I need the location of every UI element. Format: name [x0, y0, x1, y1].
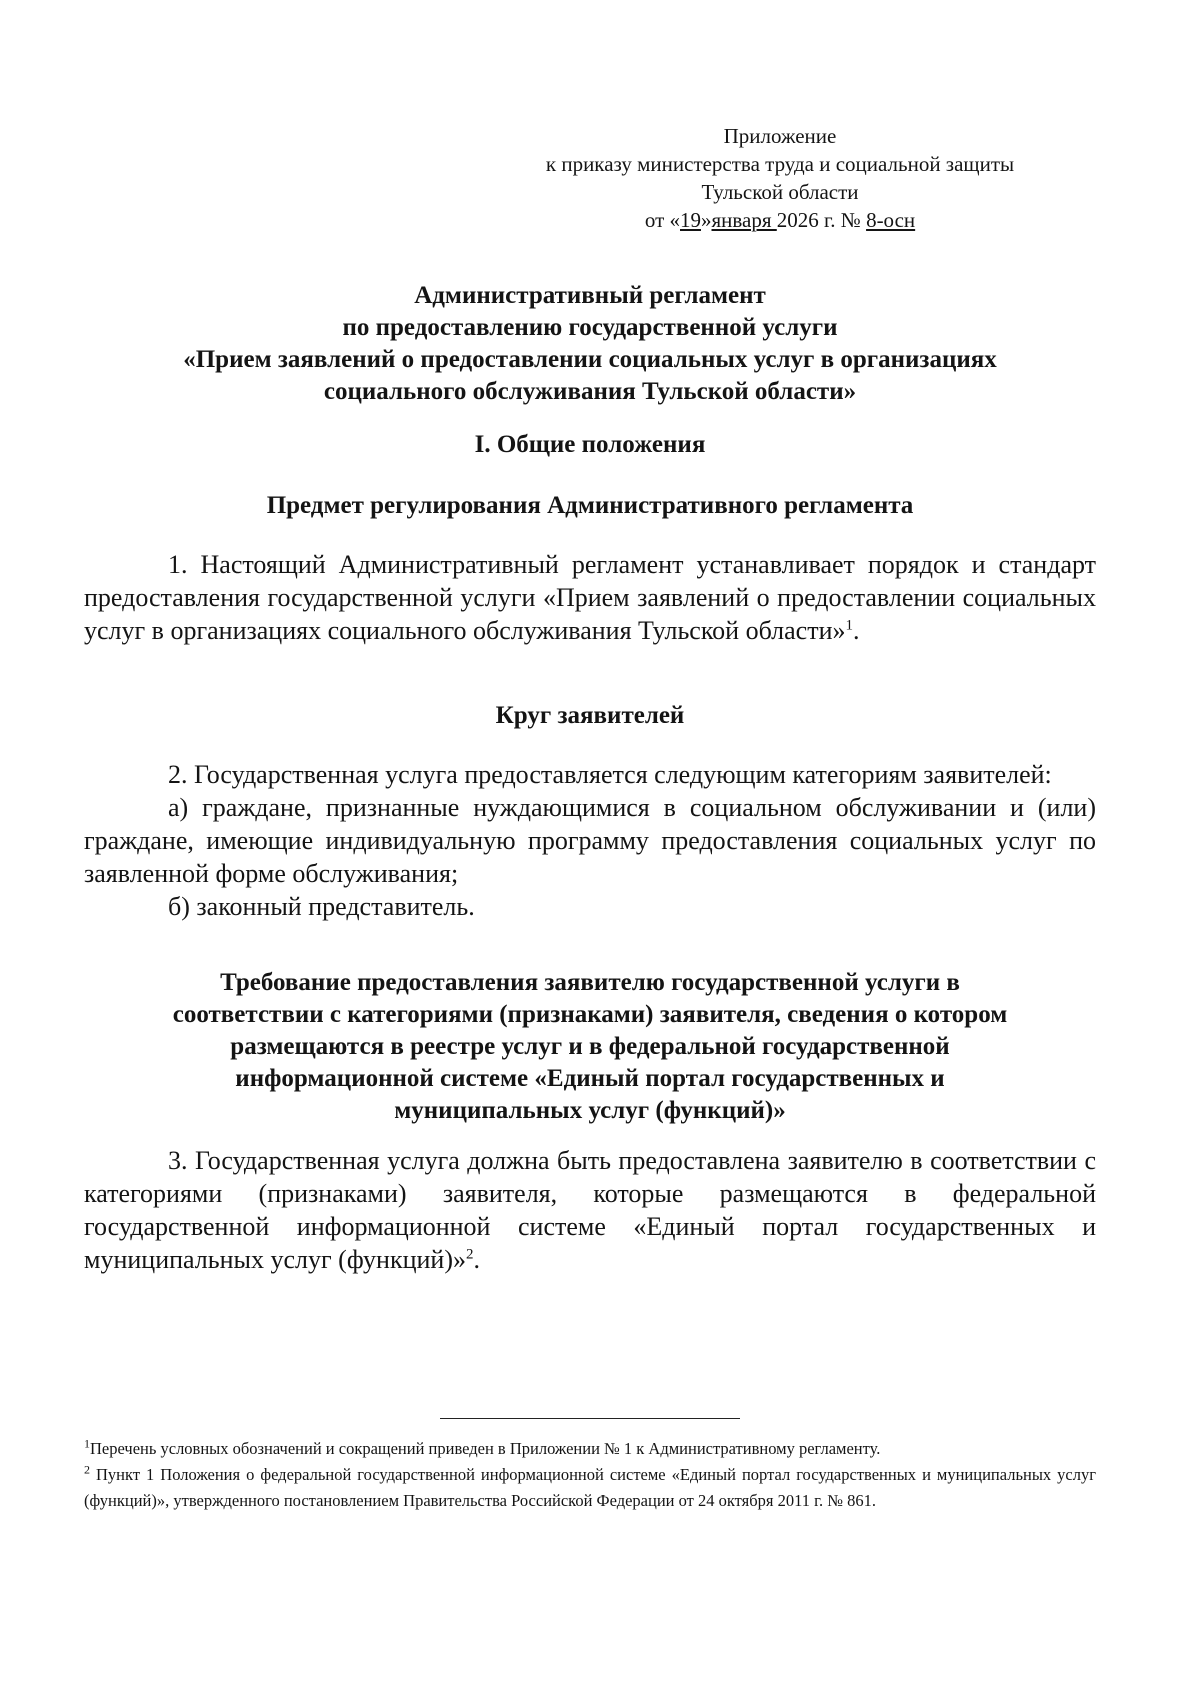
date-year: 2026 г. № — [776, 208, 867, 232]
subsection-heading: Предмет регулирования Административного регламента — [266, 492, 914, 519]
paragraph-2 — [84, 758, 1096, 923]
date-sep: » — [701, 208, 712, 232]
subsection-heading-requirement — [80, 967, 1100, 1127]
document-title — [80, 280, 1100, 408]
title-line: «Прием заявлений о предоставлении социальных услуг в организациях — [183, 346, 997, 373]
paragraph-text: 3. Государственная услуга должна быть предоставлена заявителю в соответствии с категориями (признаками) заявителя, которые размещаются в федеральной государственной информационной системе «Единый портал государственных и муниципальных услуг (функций)» — [84, 1146, 1096, 1274]
heading-line: соответствии с категориями (признаками) заявителя, сведения о котором — [172, 1001, 1008, 1028]
paragraph-text: 1. Настоящий Административный регламент устанавливает порядок и стандарт предоставления государственной услуги «Прием заявлений о предоставлении социальных услуг в организациях социального обслуживания Тульской области» — [84, 550, 1096, 645]
date-prefix: от « — [644, 208, 680, 232]
order-number: 8-осн — [866, 208, 916, 232]
footnote-mark: 1 — [84, 1436, 90, 1451]
heading-line: Требование предоставления заявителю государственной услуги в — [220, 969, 960, 996]
footnote-1 — [84, 1436, 1096, 1462]
paragraph-text: 2. Государственная услуга предоставляется следующим категориям заявителей: — [168, 760, 1052, 789]
order-date-line — [430, 206, 1130, 234]
list-item: б) законный представитель. — [168, 892, 475, 921]
footnote-ref: 2 — [466, 1246, 474, 1263]
appendix-header — [430, 122, 1130, 234]
date-month: января — [711, 208, 777, 232]
title-line: социального обслуживания Тульской области» — [323, 378, 857, 405]
paragraph-end: . — [473, 1245, 480, 1274]
heading-line: информационной системе «Единый портал государственных и — [235, 1065, 945, 1092]
appendix-label: Приложение — [723, 124, 837, 148]
list-item: а) граждане, признанные нуждающимися в социальном обслуживании и (или) граждане, имеющие индивидуальную программу предоставления социальных услуг по заявленной форме обслуживания; — [84, 793, 1096, 888]
title-line: по предоставлению государственной услуги — [342, 314, 838, 341]
footnotes — [84, 1436, 1096, 1514]
heading-line: муниципальных услуг (функций)» — [394, 1097, 786, 1124]
footnote-separator — [440, 1418, 740, 1419]
region-name: Тульской области — [701, 180, 859, 204]
footnote-text: Пункт 1 Положения о федеральной государственной информационной системе «Единый портал государственных и муниципальных услуг (функций)», утвержденного постановлением Правительства Российской Федерации от 24 октября 2011 г. № 861. — [84, 1465, 1096, 1510]
footnote-mark: 2 — [84, 1462, 90, 1477]
footnote-text: Перечень условных обозначений и сокращений приведен в Приложении № 1 к Административному регламенту. — [90, 1439, 881, 1458]
paragraph-1 — [84, 548, 1096, 647]
paragraph-end: . — [852, 616, 860, 645]
section-heading: I. Общие положения — [474, 431, 706, 458]
title-line: Административный регламент — [414, 282, 766, 309]
subsection-heading-applicants: Круг заявителей — [495, 702, 685, 729]
order-reference: к приказу министерства труда и социальной защиты — [545, 152, 1015, 176]
footnote-2 — [84, 1462, 1096, 1514]
date-day: 19 — [680, 208, 701, 232]
footnote-ref: 1 — [845, 617, 853, 634]
heading-line: размещаются в реестре услуг и в федеральной государственной — [230, 1033, 950, 1060]
paragraph-3 — [84, 1144, 1096, 1276]
